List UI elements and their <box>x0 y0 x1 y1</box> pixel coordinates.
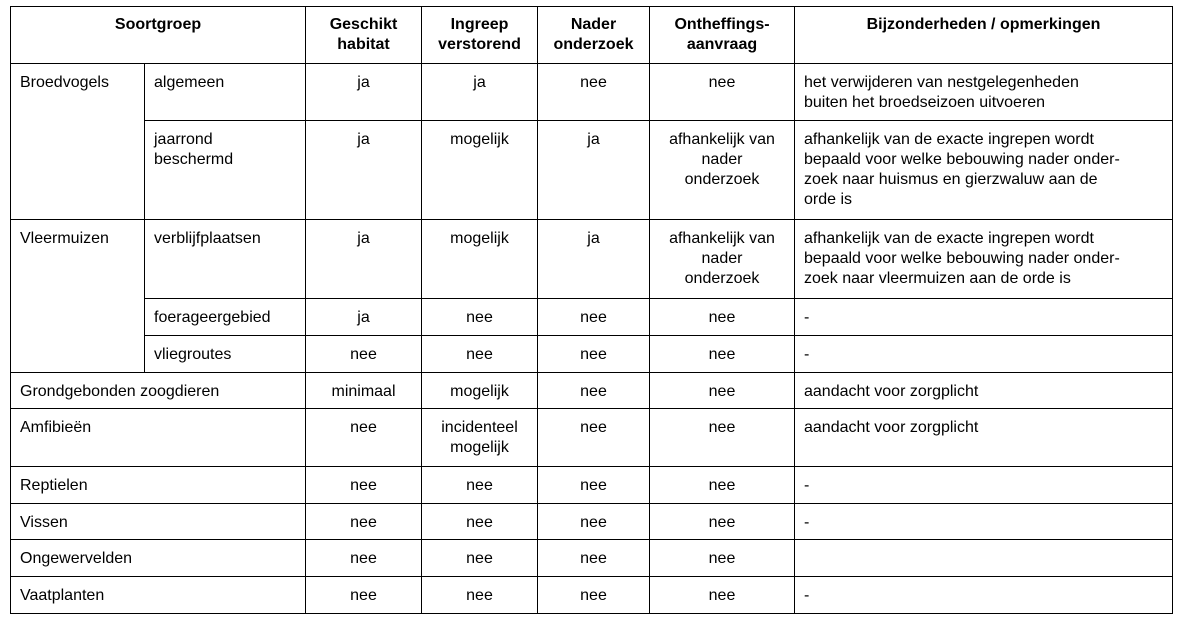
opmerking-cell: aandacht voor zorgplicht <box>795 409 1173 467</box>
ontheffing-cell: nee <box>650 373 795 409</box>
ontheffing-cell: nee <box>650 299 795 336</box>
header-nader-onderzoek: Nader onderzoek <box>538 7 650 64</box>
nader-cell: nee <box>538 504 650 540</box>
ingreep-cell: nee <box>422 467 538 504</box>
group-cell: Vleermuizen <box>11 220 145 299</box>
geschikt-cell: ja <box>306 64 422 121</box>
opmerking-cell: - <box>795 504 1173 540</box>
header-row <box>11 7 1173 64</box>
group-cell: Grondgebonden zoogdieren <box>11 373 306 409</box>
nader-cell: nee <box>538 540 650 577</box>
ingreep-cell: nee <box>422 540 538 577</box>
geschikt-cell: nee <box>306 336 422 373</box>
header-ingreep-verstorend: Ingreep verstorend <box>422 7 538 64</box>
group-cell: Reptielen <box>11 467 306 504</box>
ingreep-cell: nee <box>422 504 538 540</box>
table-row <box>11 220 1173 299</box>
header-bijzonderheden: Bijzonderheden / opmerkingen <box>795 7 1173 64</box>
geschikt-cell: nee <box>306 409 422 467</box>
header-ontheffingsaanvraag: Ontheffings- aanvraag <box>650 7 795 64</box>
ingreep-cell: nee <box>422 336 538 373</box>
group-cell: Vissen <box>11 504 306 540</box>
table-row <box>11 504 1173 540</box>
nader-cell: nee <box>538 577 650 614</box>
ingreep-cell: incidenteel mogelijk <box>422 409 538 467</box>
ingreep-cell: mogelijk <box>422 121 538 220</box>
opmerking-cell: - <box>795 577 1173 614</box>
table-row <box>11 336 1173 373</box>
ingreep-cell: mogelijk <box>422 220 538 299</box>
ingreep-cell: ja <box>422 64 538 121</box>
ontheffing-cell: nee <box>650 540 795 577</box>
group-cell <box>11 336 145 373</box>
geschikt-cell: minimaal <box>306 373 422 409</box>
table-row <box>11 540 1173 577</box>
ontheffing-cell: nee <box>650 409 795 467</box>
table-row <box>11 409 1173 467</box>
nader-cell: nee <box>538 467 650 504</box>
opmerking-cell <box>795 540 1173 577</box>
geschikt-cell: ja <box>306 299 422 336</box>
subgroup-cell: vliegroutes <box>145 336 306 373</box>
ontheffing-cell: nee <box>650 577 795 614</box>
ontheffing-cell: nee <box>650 64 795 121</box>
geschikt-cell: ja <box>306 121 422 220</box>
subgroup-cell: algemeen <box>145 64 306 121</box>
table-row <box>11 64 1173 121</box>
ontheffing-cell: nee <box>650 336 795 373</box>
ingreep-cell: nee <box>422 577 538 614</box>
opmerking-cell: aandacht voor zorgplicht <box>795 373 1173 409</box>
ingreep-cell: nee <box>422 299 538 336</box>
group-cell <box>11 299 145 336</box>
table-row <box>11 299 1173 336</box>
geschikt-cell: ja <box>306 220 422 299</box>
group-cell <box>11 121 145 220</box>
geschikt-cell: nee <box>306 540 422 577</box>
subgroup-cell: foerageergebied <box>145 299 306 336</box>
ontheffing-cell: afhankelijk van nader onderzoek <box>650 220 795 299</box>
nader-cell: ja <box>538 121 650 220</box>
group-cell: Vaatplanten <box>11 577 306 614</box>
species-table <box>10 6 1173 614</box>
subgroup-cell: verblijfplaatsen <box>145 220 306 299</box>
nader-cell: nee <box>538 373 650 409</box>
geschikt-cell: nee <box>306 467 422 504</box>
nader-cell: nee <box>538 299 650 336</box>
opmerking-cell: afhankelijk van de exacte ingrepen wordt bepaald voor welke bebouwing nader onder- zoek naar vleermuizen aan de orde is <box>795 220 1173 299</box>
subgroup-cell: jaarrond beschermd <box>145 121 306 220</box>
ingreep-cell: mogelijk <box>422 373 538 409</box>
header-soortgroep: Soortgroep <box>11 7 306 64</box>
geschikt-cell: nee <box>306 577 422 614</box>
nader-cell: ja <box>538 220 650 299</box>
ontheffing-cell: nee <box>650 504 795 540</box>
nader-cell: nee <box>538 336 650 373</box>
ontheffing-cell: afhankelijk van nader onderzoek <box>650 121 795 220</box>
opmerking-cell: - <box>795 336 1173 373</box>
opmerking-cell: afhankelijk van de exacte ingrepen wordt bepaald voor welke bebouwing nader onder- zoek naar huismus en gierzwaluw aan de orde is <box>795 121 1173 220</box>
header-geschikt-habitat: Geschikt habitat <box>306 7 422 64</box>
ontheffing-cell: nee <box>650 467 795 504</box>
geschikt-cell: nee <box>306 504 422 540</box>
nader-cell: nee <box>538 64 650 121</box>
table-row <box>11 577 1173 614</box>
group-cell: Amfibieën <box>11 409 306 467</box>
opmerking-cell: het verwijderen van nestgelegenheden buiten het broedseizoen uitvoeren <box>795 64 1173 121</box>
opmerking-cell: - <box>795 467 1173 504</box>
table-row <box>11 121 1173 220</box>
opmerking-cell: - <box>795 299 1173 336</box>
table-row <box>11 373 1173 409</box>
table-row <box>11 467 1173 504</box>
group-cell: Broedvogels <box>11 64 145 121</box>
group-cell: Ongewervelden <box>11 540 306 577</box>
nader-cell: nee <box>538 409 650 467</box>
